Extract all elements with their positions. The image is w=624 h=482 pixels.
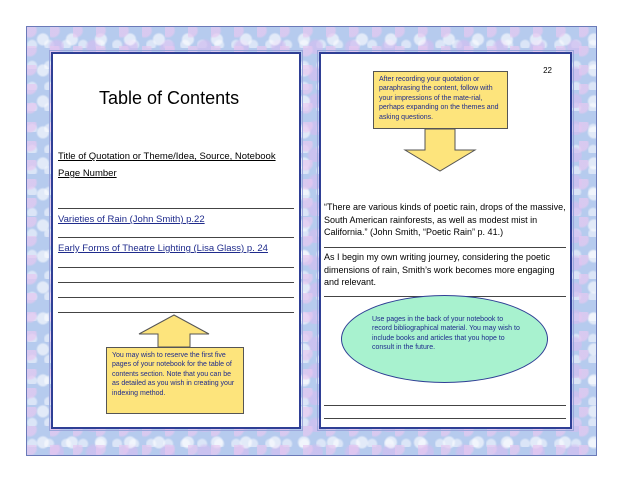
- ruled-line: [58, 312, 294, 313]
- toc-header-line-1: Title of Quotation or Theme/Idea, Source, Notebook: [58, 151, 276, 162]
- toc-entry: Early Forms of Theatre Lighting (Lisa Glass) p. 24: [58, 243, 268, 254]
- ruled-line: [58, 267, 294, 268]
- bibliography-note-oval: [341, 295, 548, 383]
- ruled-line: [58, 237, 294, 238]
- quotation-text: “There are various kinds of poetic rain, drops of the massive, South American rainforests, as well as modest mist in California.” (John Smith, “Poetic Rain” p. 41.): [324, 202, 566, 237]
- ruled-line: [58, 208, 294, 209]
- bibliography-note-text: Use pages in the back of your notebook to record bibliographical material. You may wish to include books and articles that you hope to consult in the future.: [372, 316, 520, 352]
- reflection-text: As I begin my own writing journey, considering the poetic dimensions of rain, Smith’s work becomes more engaging and relevant.: [324, 252, 555, 287]
- page-number: 22: [543, 66, 552, 75]
- up-arrow-icon: [138, 314, 210, 348]
- ruled-line: [324, 405, 566, 406]
- toc-tip-callout: You may wish to reserve the first five pages of your notebook for the table of contents section. Note that you can be as detailed as you wish in creating your indexing method.: [106, 347, 244, 414]
- toc-header-line-2: Page Number: [58, 168, 117, 179]
- ruled-line: [58, 297, 294, 298]
- down-arrow-icon: [403, 128, 477, 172]
- toc-entry: Varieties of Rain (John Smith) p.22: [58, 214, 205, 225]
- ruled-line: [324, 247, 566, 248]
- entry-tip-callout: After recording your quotation or paraphrasing the content, follow with your impressions of the mate-rial, perhaps expanding on the themes and asking questions.: [373, 71, 508, 129]
- toc-column-header: [58, 148, 294, 182]
- toc-title: Table of Contents: [99, 88, 240, 108]
- notebook-entry-page: [319, 52, 572, 429]
- ruled-line: [324, 418, 566, 419]
- table-of-contents-page: [51, 52, 301, 429]
- ruled-line: [58, 282, 294, 283]
